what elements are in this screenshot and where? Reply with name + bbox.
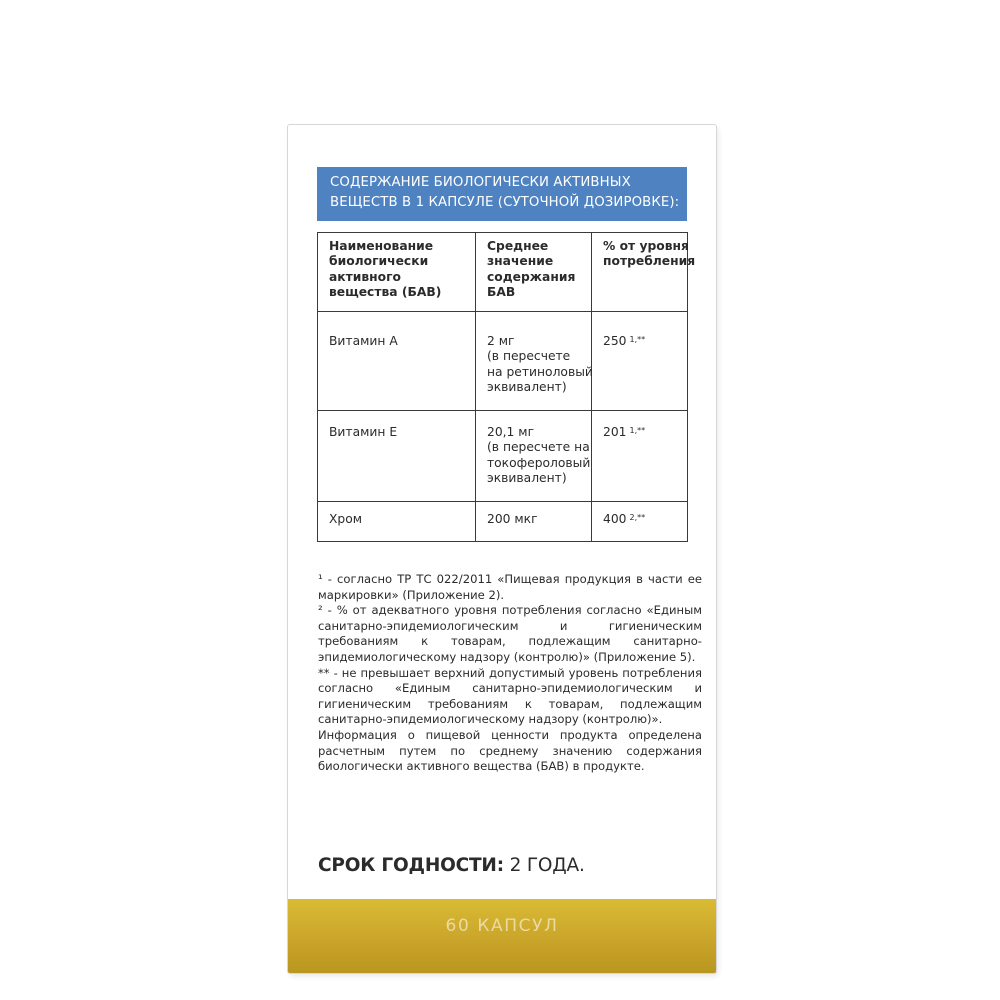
shelf-life-value: 2 ГОДА. bbox=[509, 855, 585, 876]
gold-footer-band bbox=[288, 899, 716, 973]
substance-amount: 20,1 мг (в пересчете на токофероловый эквивалент) bbox=[476, 411, 592, 502]
substance-percent: 201 $^{1,**}$ bbox=[592, 411, 688, 502]
table-row bbox=[318, 502, 688, 542]
substance-name: Хром bbox=[318, 502, 476, 542]
footnote-ref: 1,** bbox=[629, 426, 646, 435]
shelf-life bbox=[318, 855, 585, 876]
table-header-row bbox=[318, 233, 688, 312]
substance-amount: 200 мкг bbox=[476, 502, 592, 542]
header-substance: Наименование биологически активного вещества (БАВ) bbox=[318, 233, 476, 312]
table-row bbox=[318, 411, 688, 502]
bav-table bbox=[317, 232, 696, 542]
product-package bbox=[288, 125, 716, 973]
footnote-ref: 2,** bbox=[629, 513, 646, 522]
substance-name: Витамин Е bbox=[318, 411, 476, 502]
banner-line-1: СОДЕРЖАНИЕ БИОЛОГИЧЕСКИ АКТИВНЫХ bbox=[330, 175, 631, 190]
table-row bbox=[318, 312, 688, 411]
footnote-2: ² - % от адекватного уровня потребления согласно «Единым санитарно-эпидемиологическим и гигиеническим требованиям к товарам, подлежащим санитарно-эпидемиологическому надзору (контролю)» (Приложение 5). bbox=[318, 603, 702, 664]
banner-line-2: ВЕЩЕСТВ В 1 КАПСУЛЕ (СУТОЧНОЙ ДОЗИРОВКЕ): bbox=[330, 195, 680, 210]
substance-amount: 2 мг (в пересчете на ретиноловый эквивалент) bbox=[476, 312, 592, 411]
footnotes bbox=[318, 572, 702, 775]
footnote-3: ** - не превышает верхний допустимый уровень потребления согласно «Единым санитарно-эпидемиологическим и гигиеническим требованиям к товарам, подлежащим санитарно-эпидемиологическому надзору (контролю)». bbox=[318, 665, 702, 727]
nutrition-info-note: Информация о пищевой ценности продукта определена расчетным путем по среднему значению содержания биологически активного вещества (БАВ) в продукте. bbox=[318, 727, 702, 774]
substance-percent: 400 $^{2,**}$ bbox=[592, 502, 688, 542]
substance-name: Витамин А bbox=[318, 312, 476, 411]
substance-percent: 250 $^{1,**}$ bbox=[592, 312, 688, 411]
footnote-ref: 1,** bbox=[629, 335, 646, 344]
header-percent: % от уровня потребления bbox=[592, 233, 688, 312]
content-banner bbox=[317, 167, 687, 221]
capsule-count: 60 КАПСУЛ bbox=[445, 916, 559, 936]
header-amount: Среднее значение содержания БАВ bbox=[476, 233, 592, 312]
footnote-1: ¹ - согласно ТР ТС 022/2011 «Пищевая продукция в части ее маркировки» (Приложение 2). bbox=[318, 572, 702, 602]
shelf-life-label: СРОК ГОДНОСТИ: bbox=[318, 855, 504, 876]
